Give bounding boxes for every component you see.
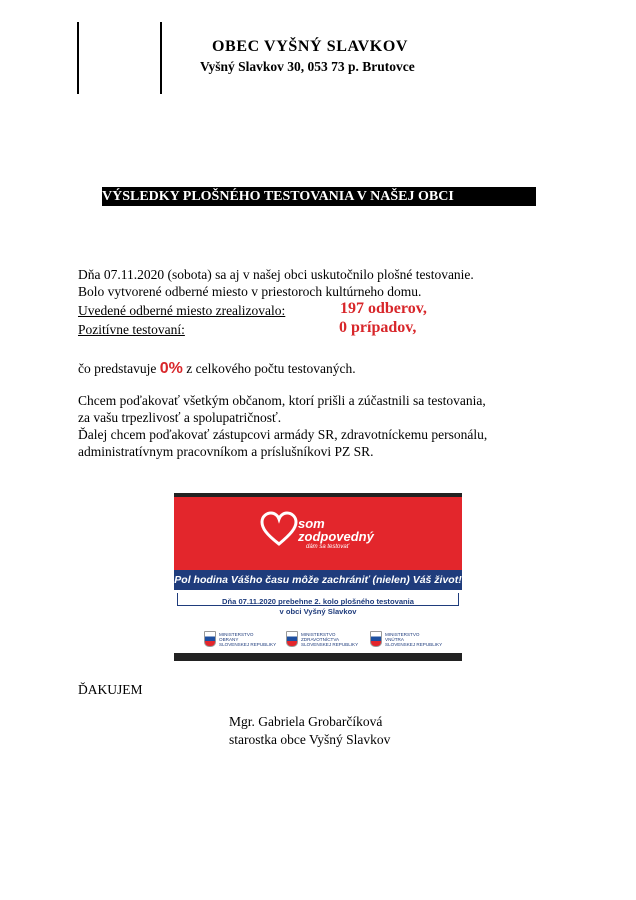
intro-line-2: Bolo vytvorené odberné miesto v priestoroch kultúrneho domu. xyxy=(78,284,422,299)
positive-value: 0 prípadov, xyxy=(339,319,417,336)
percent-value: 0% xyxy=(159,360,183,377)
thanks-line-4: administratívnym pracovníkom a príslušníkovi PZ SR. xyxy=(78,444,374,459)
results-heading: VÝSLEDKY PLOŠNÉHO TESTOVANIA V NAŠEJ OBCI xyxy=(102,187,536,206)
signature-name: Mgr. Gabriela Grobarčíková xyxy=(229,714,383,729)
header-rule-right xyxy=(160,22,162,94)
percent-before: čo predstavuje xyxy=(78,361,157,376)
poster-info xyxy=(184,597,452,617)
campaign-poster xyxy=(174,493,462,661)
percent-after: z celkového počtu testovaných. xyxy=(186,361,356,376)
logo-defence-text: MINISTERSTVO OBRANY SLOVENSKEJ REPUBLIKY xyxy=(219,631,277,647)
poster-brand-line-2: zodpovedný xyxy=(298,529,374,544)
slovak-shield-icon xyxy=(286,631,298,647)
positive-label: Pozitívne testovaní: xyxy=(78,322,185,337)
intro-line-1: Dňa 07.11.2020 (sobota) sa aj v našej obci uskutočnilo plošné testovanie. xyxy=(78,267,474,282)
header-rule-left xyxy=(77,22,79,94)
poster-brand-line-3: dám sa testovať xyxy=(306,544,349,550)
poster-brand-line-1: som xyxy=(298,516,325,531)
signature-role: starostka obce Vyšný Slavkov xyxy=(229,732,391,747)
thanks-line-2: za vašu trpezlivosť a spolupatričnosť. xyxy=(78,410,282,425)
municipality-title: OBEC VYŠNÝ SLAVKOV xyxy=(212,38,409,55)
thanks-line-3: Ďalej chcem poďakovať zástupcovi armády SR, zdravotníckemu personálu, xyxy=(78,427,488,442)
logo-defence xyxy=(204,628,276,650)
municipality-address: Vyšný Slavkov 30, 053 73 p. Brutovce xyxy=(200,59,415,74)
site-value: 197 odberov, xyxy=(340,300,427,317)
logo-interior-text: MINISTERSTVO VNÚTRA SLOVENSKEJ REPUBLIKY xyxy=(385,631,443,647)
heart-icon xyxy=(260,511,298,547)
thanks-line-1: Chcem poďakovať všetkým občanom, ktorí prišli a zúčastnili sa testovania, xyxy=(78,393,486,408)
percent-line xyxy=(78,360,356,377)
site-label: Uvedené odberné miesto zrealizovalo: xyxy=(78,303,286,318)
poster-info-line-1: Dňa 07.11.2020 prebehne 2. kolo plošného testovania xyxy=(221,597,415,606)
poster-ribbon: Pol hodina Vášho času môže zachrániť (nielen) Váš život! xyxy=(174,570,462,590)
logo-health-text: MINISTERSTVO ZDRAVOTNÍCTVA SLOVENSKEJ REPUBLIKY xyxy=(301,631,359,647)
poster-info-line-2: v obci Vyšný Slavkov xyxy=(279,607,357,616)
slovak-shield-icon xyxy=(370,631,382,647)
logo-health xyxy=(286,628,358,650)
slovak-shield-icon xyxy=(204,631,216,647)
logo-interior xyxy=(370,628,442,650)
closing-thanks: ĎAKUJEM xyxy=(78,682,143,697)
poster-brand xyxy=(298,517,374,551)
